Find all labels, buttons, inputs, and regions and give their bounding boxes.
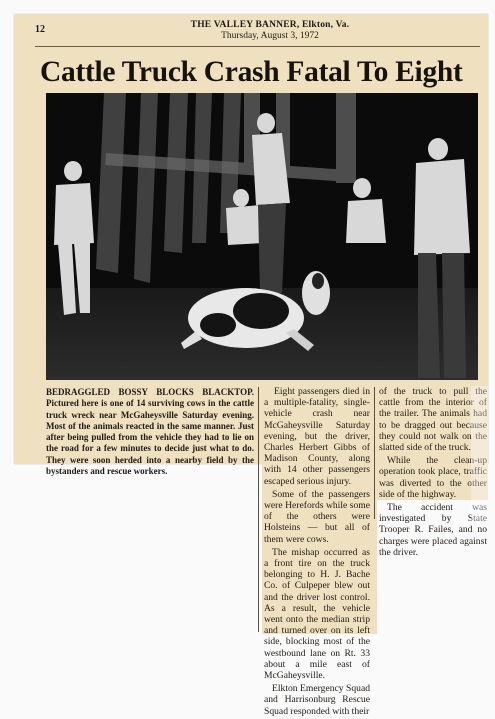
- masthead-paper: THE VALLEY BANNER, Elkton, Va.: [190, 20, 350, 30]
- masthead-rule: [35, 46, 480, 47]
- masthead: [190, 20, 350, 42]
- masthead-date: Thursday, August 3, 1972: [221, 31, 319, 41]
- news-photo: [46, 93, 478, 380]
- caption-text: Pictured here is one of 14 surviving cows in the cattle truck wreck near McGaheysville Saturday evening. Most of the animals reacted in the same manner. Just after being pulled from the vehicle they had to lie on the road for a few minutes to decide just what to do. They were soon herded into a nearby field by the bystanders and rescue workers.: [46, 398, 254, 477]
- article-paragraph: While the clean-up operation took place, traffic was diverted to the other side of the highway.: [379, 455, 487, 500]
- tape-strip: [471, 386, 488, 526]
- article-column-2: [264, 386, 370, 719]
- article-paragraph: The mishap occurred as a front tire on the truck belonging to H. J. Bache Co. of Culpeper blew out and the driver lost control. As a result, the vehicle went onto the median strip and turned over on its left side, blocking most of the westbound lane on Rt. 33 about a mile east of McGaheysville.: [264, 546, 370, 682]
- article-paragraph: The accident was investigated by State Trooper R. Failes, and no charges were placed against the driver.: [379, 502, 487, 558]
- article-paragraph: Some of the passengers were Herefords while some of the others were Holsteins — but all of them were cows.: [264, 488, 370, 545]
- photograph-icon: [46, 93, 478, 380]
- photo-caption: [46, 387, 254, 477]
- column-divider: [374, 387, 375, 519]
- article-paragraph: of the truck to pull the cattle from the interior of the trailer. The animals had to be dragged out because they could not walk on the slatted side of the truck.: [379, 386, 487, 454]
- article-paragraph: Elkton Emergency Squad and Harrisonburg Rescue Squad responded with their: [264, 683, 370, 717]
- column-divider: [258, 387, 259, 632]
- headline: Cattle Truck Crash Fatal To Eight: [40, 56, 463, 88]
- caption-kicker: BEDRAGGLED BOSSY BLOCKS BLACKTOP.: [46, 387, 254, 397]
- page-number: 12: [35, 24, 45, 35]
- article-paragraph: Eight passengers died in a multiple-fatality, single-vehicle crash near McGaheysville Saturday evening, but the driver, Charles Herbert Gibbs of Madison County, along with 14 other passengers escaped serious injury.: [264, 386, 370, 487]
